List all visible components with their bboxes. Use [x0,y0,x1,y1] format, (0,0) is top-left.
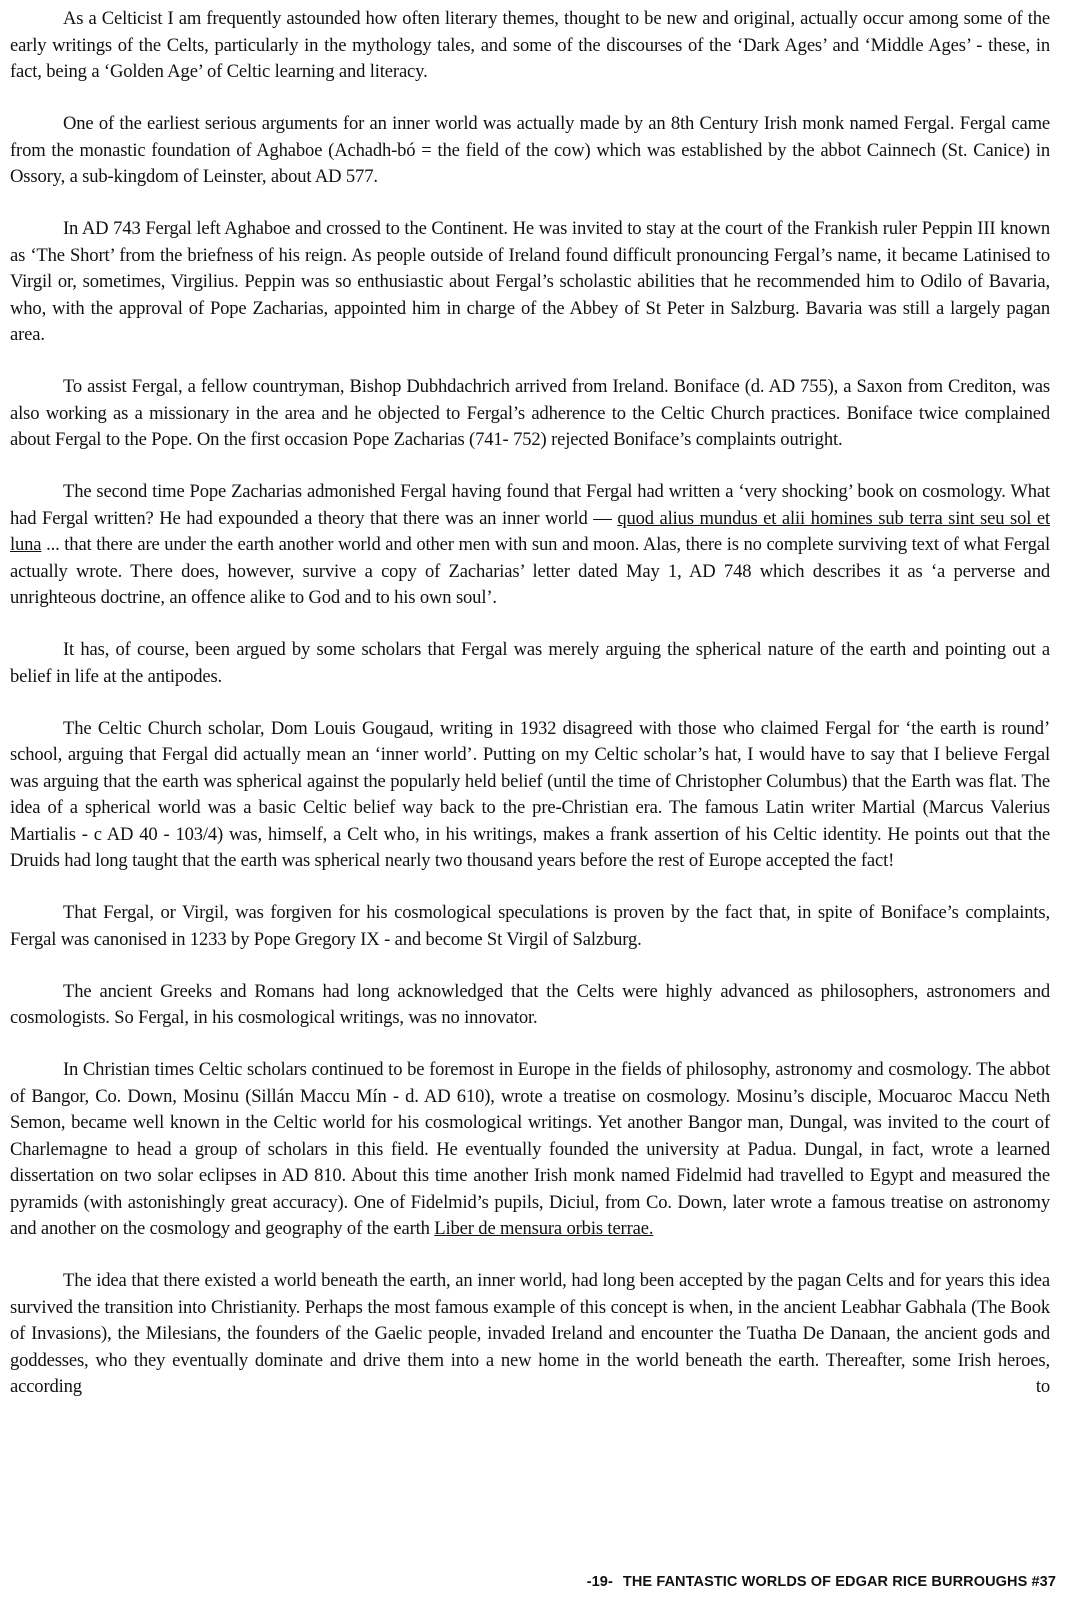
page-footer [0,1574,1080,1590]
publication-title: THE FANTASTIC WORLDS OF EDGAR RICE BURROUGHS #37 [622,1574,1056,1590]
paragraph-1: As a Celticist I am frequently astounded how often literary themes, thought to be new and original, actually occur among some of the early writings of the Celts, particularly in the mythology tales, and some of the discourses of the ‘Dark Ages’ and ‘Middle Ages’ - these, in fact, being a ‘Golden Age’ of Celtic learning and literacy. [10,8,1050,82]
article-body [10,6,1050,1401]
book-title: Liber de mensura orbis terrae. [434,1218,654,1239]
paragraph-11: The idea that there existed a world beneath the earth, an inner world, had long been accepted by the pagan Celts and for years this idea survived the transition into Christianity. Perhaps the most famous example of this concept is when, in the ancient Leabhar Gabhala (The Book of Invasions), the Milesians, the founders of the Gaelic people, invaded Ireland and encounter the Tuatha De Danaan, the ancient gods and goddesses, who they eventually dominate and drive them into a new home in the world beneath the earth. Thereafter, some Irish heroes, according to [10,1270,1050,1397]
paragraph-6: It has, of course, been argued by some scholars that Fergal was merely arguing the spherical nature of the earth and pointing out a belief in life at the antipodes. [10,639,1050,687]
paragraph-5-text-b: ... that there are under the earth another world and other men with sun and moon. Alas, there is no complete surviving text of what Fergal actually wrote. There does, however, survive a copy of Zacharias’ letter dated May 1, AD 748 which describes it as ‘a perverse and unrighteous doctrine, an offence alike to God and to his own soul’. [10,534,1050,608]
paragraph-10-text: In Christian times Celtic scholars continued to be foremost in Europe in the fields of philosophy, astronomy and cosmology. The abbot of Bangor, Co. Down, Mosinu (Sillán Maccu Mín - d. AD 610), wrote a treatise on cosmology. Mosinu’s disciple, Mocuaroc Maccu Neth Semon, became well known in the Celtic world for his cosmological writings. Yet another Bangor man, Dungal, was invited to the court of Charlemagne to head a group of scholars in this field. He eventually founded the university at Padua. Dungal, in fact, wrote a learned dissertation on two solar eclipses in AD 810. About this time another Irish monk named Fidelmid had travelled to Egypt and measured the pyramids (with astonishingly great accuracy). One of Fidelmid’s pupils, Diciul, from Co. Down, later wrote a famous treatise on astronomy and another on the cosmology and geography of the earth [10,1059,1050,1239]
paragraph-4: To assist Fergal, a fellow countryman, Bishop Dubhdachrich arrived from Ireland. Boniface (d. AD 755), a Saxon from Crediton, was also working as a missionary in the area and he objected to Fergal’s adherence to the Celtic Church practices. Boniface twice complained about Fergal to the Pope. On the first occasion Pope Zacharias (741- 752) rejected Boniface’s complaints outright. [10,376,1050,450]
paragraph-5-text-a: The second time Pope Zacharias admonished Fergal having found that Fergal had written a ‘very shocking’ book on cosmology. What had Fergal written? He had expounded a theory that there was an inner world — [10,481,1050,529]
paragraph-8: That Fergal, or Virgil, was forgiven for his cosmological speculations is proven by the fact that, in spite of Boniface’s complaints, Fergal was canonised in 1233 by Pope Gregory IX - and become St Virgil of Salzburg. [10,902,1050,950]
paragraph-3: In AD 743 Fergal left Aghaboe and crossed to the Continent. He was invited to stay at the court of the Frankish ruler Peppin III known as ‘The Short’ from the briefness of his reign. As people outside of Ireland found difficult pronouncing Fergal’s name, it became Latinised to Virgil or, sometimes, Virgilius. Peppin was so enthusiastic about Fergal’s scholastic abilities that he recommended him to Odilo of Bavaria, who, with the approval of Pope Zacharias, appointed him in charge of the Abbey of St Peter in Salzburg. Bavaria was still a largely pagan area. [10,218,1050,345]
paragraph-10 [10,1057,1050,1243]
paragraph-7: The Celtic Church scholar, Dom Louis Gougaud, writing in 1932 disagreed with those who claimed Fergal for ‘the earth is round’ school, arguing that Fergal did actually mean an ‘inner world’. Putting on my Celtic scholar’s hat, I would have to say that I believe Fergal was arguing that the earth was spherical against the popularly held belief (until the time of Christopher Columbus) that the Earth was flat. The idea of a spherical world was a basic Celtic belief way back to the pre-Christian era. The famous Latin writer Martial (Marcus Valerius Martialis - c AD 40 - 103/4) was, himself, a Celt who, in his writings, makes a frank assertion of his Celtic identity. He points out that the Druids had long taught that the earth was spherical nearly two thousand years before the rest of Europe accepted the fact! [10,717,1050,871]
paragraph-5 [10,479,1050,612]
paragraph-2: One of the earliest serious arguments for an inner world was actually made by an 8th Century Irish monk named Fergal. Fergal came from the monastic foundation of Aghaboe (Achadh-bó = the field of the cow) which was established by the abbot Cainnech (St. Canice) in Ossory, a sub-kingdom of Leinster, about AD 577. [10,113,1050,187]
latin-quote: quod alius mundus et alii homines sub terra sint seu sol et luna [10,507,1050,555]
page-number: -19- [586,1574,613,1590]
paragraph-9: The ancient Greeks and Romans had long acknowledged that the Celts were highly advanced as philosophers, astronomers and cosmologists. So Fergal, in his cosmological writings, was no innovator. [10,980,1050,1028]
